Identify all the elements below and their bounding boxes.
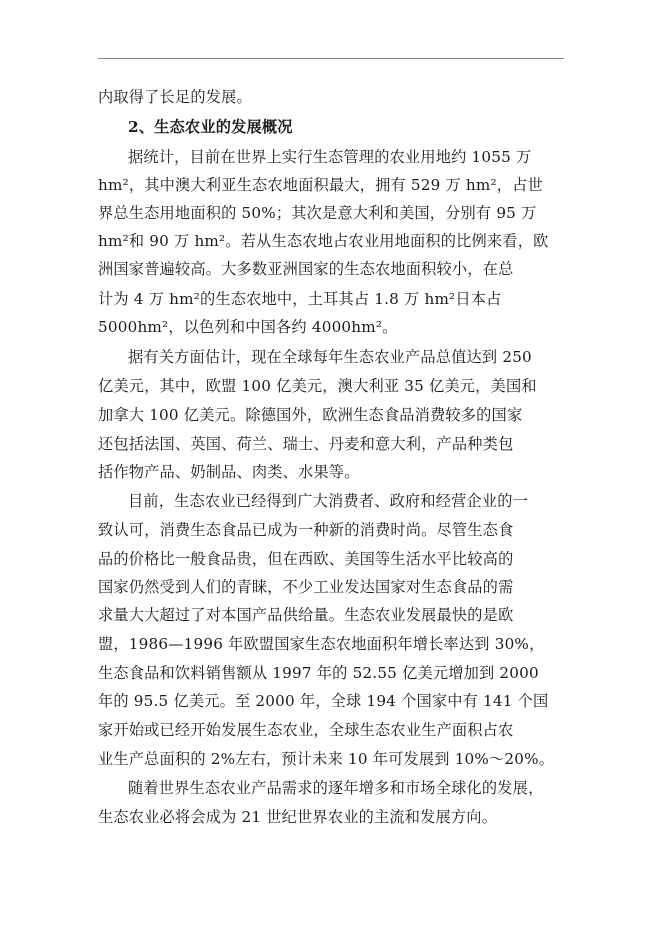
text-line: 界总生态用地面积的 50%；其次是意大利和美国，分别有 95 万	[98, 204, 537, 222]
text-line: 求量大大超过了对本国产品供给量。生态农业发展最快的是欧	[98, 606, 514, 624]
text-line: 内取得了长足的发展。	[98, 88, 252, 106]
text-line: 还包括法国、英国、荷兰、瑞士、丹麦和意大利，产品种类包	[98, 435, 514, 453]
text-line: hm²，其中澳大利亚生态农地面积最大，拥有 529 万 hm²，占世	[98, 176, 543, 194]
text-line: 品的价格比一般食品贵，但在西欧、美国等生活水平比较高的	[98, 550, 514, 568]
text-line: hm²和 90 万 hm²。若从生态农地占农业用地面积的比例来看，欧	[98, 232, 549, 250]
text-line: 据有关方面估计，现在全球每年生态农业产品总值达到 250	[128, 348, 532, 366]
text-line: 致认可，消费生态食品已成为一种新的消费时尚。尽管生态食	[98, 521, 514, 539]
text-line: 亿美元，其中，欧盟 100 亿美元，澳大利亚 35 亿美元，美国和	[98, 377, 537, 395]
text-line: 加拿大 100 亿美元。除德国外，欧洲生态食品消费较多的国家	[98, 406, 523, 424]
text-line: 据统计，目前在世界上实行生态管理的农业用地约 1055 万	[128, 148, 532, 166]
text-line: 5000hm²，以色列和中国各约 4000hm²。	[98, 318, 398, 336]
text-line: 生态农业必将会成为 21 世纪世界农业的主流和发展方向。	[98, 808, 498, 826]
text-line: 计为 4 万 hm²的生态农地中，土耳其占 1.8 万 hm²日本占	[98, 290, 502, 308]
text-line: 括作物产品、奶制品、肉类、水果等。	[98, 463, 360, 481]
text-line: 业生产总面积的 2%左右，预计未来 10 年可发展到 10%～20%。	[98, 750, 555, 768]
text-line: 随着世界生态农业产品需求的逐年增多和市场全球化的发展，	[128, 779, 544, 797]
header-rule	[98, 58, 564, 59]
text-line: 洲国家普遍较高。大多数亚洲国家的生态农地面积较小，在总	[98, 260, 514, 278]
text-line: 国家仍然受到人们的青睐，不少工业发达国家对生态食品的需	[98, 578, 514, 596]
text-line: 家开始或已经开始发展生态农业，全球生态农业生产面积占农	[98, 721, 514, 739]
text-line: 目前，生态农业已经得到广大消费者、政府和经营企业的一	[128, 492, 529, 510]
text-line: 盟，1986—1996 年欧盟国家生态农地面积年增长率达到 30%，	[98, 635, 545, 653]
text-line: 年的 95.5 亿美元。至 2000 年，全球 194 个国家中有 141 个国	[98, 692, 549, 710]
section-heading: 2、生态农业的发展概况	[128, 118, 293, 136]
text-line: 生态食品和饮料销售额从 1997 年的 52.55 亿美元增加到 2000	[98, 664, 539, 682]
